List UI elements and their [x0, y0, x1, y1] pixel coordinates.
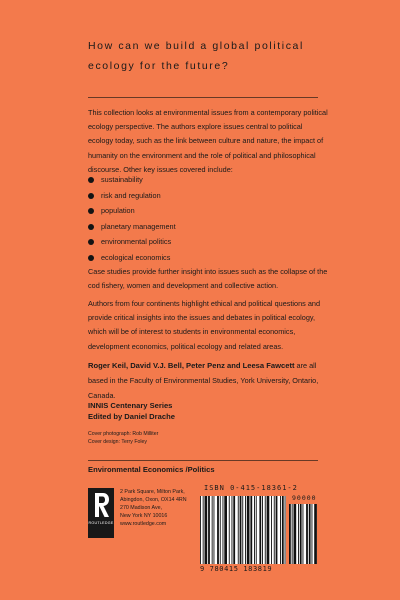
bullet-icon	[88, 255, 94, 261]
key-issues-list	[88, 172, 176, 265]
editor-names: Roger Keil, David V.J. Bell, Peter Penz and Leesa Fawcett	[88, 361, 295, 370]
isbn-text: ISBN 0-415-18361-2	[204, 484, 298, 492]
list-item-label: environmental politics	[101, 237, 172, 246]
barcode-bar	[314, 504, 317, 564]
editor-affiliation: are all based in the Faculty of Environmental Studies, York University, Ontario, Canada.	[88, 361, 319, 400]
ean-barcode-bars	[200, 496, 286, 564]
list-item-label: ecological economics	[101, 252, 171, 262]
editors-paragraph	[88, 358, 328, 403]
barcode-bar	[306, 504, 308, 564]
barcode-bar	[238, 496, 239, 564]
barcode-bar	[214, 496, 215, 564]
barcode-bar	[292, 504, 293, 564]
barcode-bar	[200, 496, 201, 564]
barcode-bar	[203, 496, 204, 564]
case-studies-paragraph: Case studies provide further insight into issues such as the collapse of the cod fishery, women and development and collective action.	[88, 267, 328, 291]
series-editor: Edited by Daniel Drache	[88, 412, 175, 421]
list-item	[88, 250, 176, 266]
barcode-bar	[280, 496, 281, 564]
address-line: 2 Park Square, Milton Park,	[120, 489, 185, 495]
barcode-bar	[254, 496, 255, 564]
barcode-bar	[303, 504, 304, 564]
barcode-bar	[265, 496, 266, 564]
list-item-label: sustainability	[101, 175, 143, 184]
barcode-bar	[289, 504, 291, 564]
bullet-icon	[88, 239, 94, 245]
list-item-label: risk and regulation	[101, 190, 161, 200]
bullet-icon	[88, 177, 94, 183]
bullet-icon	[88, 224, 94, 230]
barcode-bar	[212, 496, 213, 564]
barcode-bar	[298, 504, 299, 564]
barcode-bar	[294, 504, 297, 564]
barcode-bar	[256, 496, 257, 564]
isbn-barcode	[200, 484, 318, 579]
barcode-bar	[205, 496, 208, 564]
barcode-bar	[240, 496, 242, 564]
cover-credits	[88, 430, 158, 446]
r-logo-icon	[91, 491, 111, 519]
barcode-bar	[309, 504, 311, 564]
divider-top	[88, 97, 318, 98]
barcode-bar	[250, 496, 252, 564]
barcode-bar	[285, 496, 286, 564]
list-item-label: population	[101, 206, 135, 215]
barcode-bar	[276, 496, 278, 564]
barcode-bar	[242, 496, 243, 564]
address-line: 270 Madison Ave,	[120, 505, 163, 511]
addon-barcode-bars	[289, 504, 317, 564]
headline-line-1: How can we build a global political	[88, 40, 304, 52]
intro-paragraph: This collection looks at environmental issues from a contemporary political ecology perspective. The authors explore issues central to political ecology today, such as the link between culture and nature, the impact of humanity on the environment and the role of political and philosophical discourse. Other key issues covered include:	[88, 108, 328, 174]
barcode-bar	[262, 496, 263, 564]
barcode-bar	[312, 504, 313, 564]
barcode-bar	[267, 496, 270, 564]
headline-line-2: ecology for the future?	[88, 60, 230, 72]
barcode-bar	[282, 496, 284, 564]
list-item	[88, 203, 176, 219]
publisher-block	[88, 488, 188, 548]
list-item	[88, 188, 176, 204]
barcode-bar	[223, 496, 224, 564]
barcode-bar	[229, 496, 230, 564]
barcode-bar	[208, 496, 210, 564]
address-line: New York NY 10016	[120, 513, 168, 519]
addon-code: 90000	[292, 494, 317, 502]
barcode-bar	[232, 496, 233, 564]
subject-category: Environmental Economics /Politics	[88, 465, 215, 474]
barcode-bar	[245, 496, 246, 564]
headline	[88, 36, 378, 76]
series-block	[88, 400, 175, 422]
list-item-label: planetary management	[101, 221, 176, 231]
series-name: INNIS Centenary Series	[88, 401, 173, 410]
barcode-bar	[217, 496, 219, 564]
design-credit: Cover design: Terry Foley	[88, 439, 148, 445]
photo-credit: Cover photograph: Rob Milliter	[88, 431, 159, 437]
divider-bottom	[88, 460, 318, 461]
list-item	[88, 172, 176, 188]
logo-wordmark: ROUTLEDGE	[88, 521, 114, 525]
barcode-bar	[224, 496, 227, 564]
bullet-icon	[88, 208, 94, 214]
publisher-website: www.routledge.com	[120, 521, 167, 527]
barcode-bar	[220, 496, 221, 564]
bullet-icon	[88, 193, 94, 199]
barcode-bar	[259, 496, 261, 564]
barcode-bar	[300, 504, 302, 564]
address-line: Abingdon, Oxon, OX14 4RN	[120, 497, 187, 503]
ean-code: 9 780415 183819	[200, 565, 273, 573]
routledge-logo	[88, 488, 114, 538]
barcode-bar	[271, 496, 272, 564]
barcode-bar	[247, 496, 250, 564]
barcode-bar	[274, 496, 275, 564]
barcode-bar	[233, 496, 235, 564]
authors-paragraph: Authors from four continents highlight ethical and political questions and provide critical insights into the issues and debates in political ecology, which will be of interest to students in environmental economics, development economics, political ecology and related areas.	[88, 299, 321, 351]
publisher-address	[120, 488, 187, 528]
list-item	[88, 234, 176, 250]
list-item	[88, 219, 176, 235]
